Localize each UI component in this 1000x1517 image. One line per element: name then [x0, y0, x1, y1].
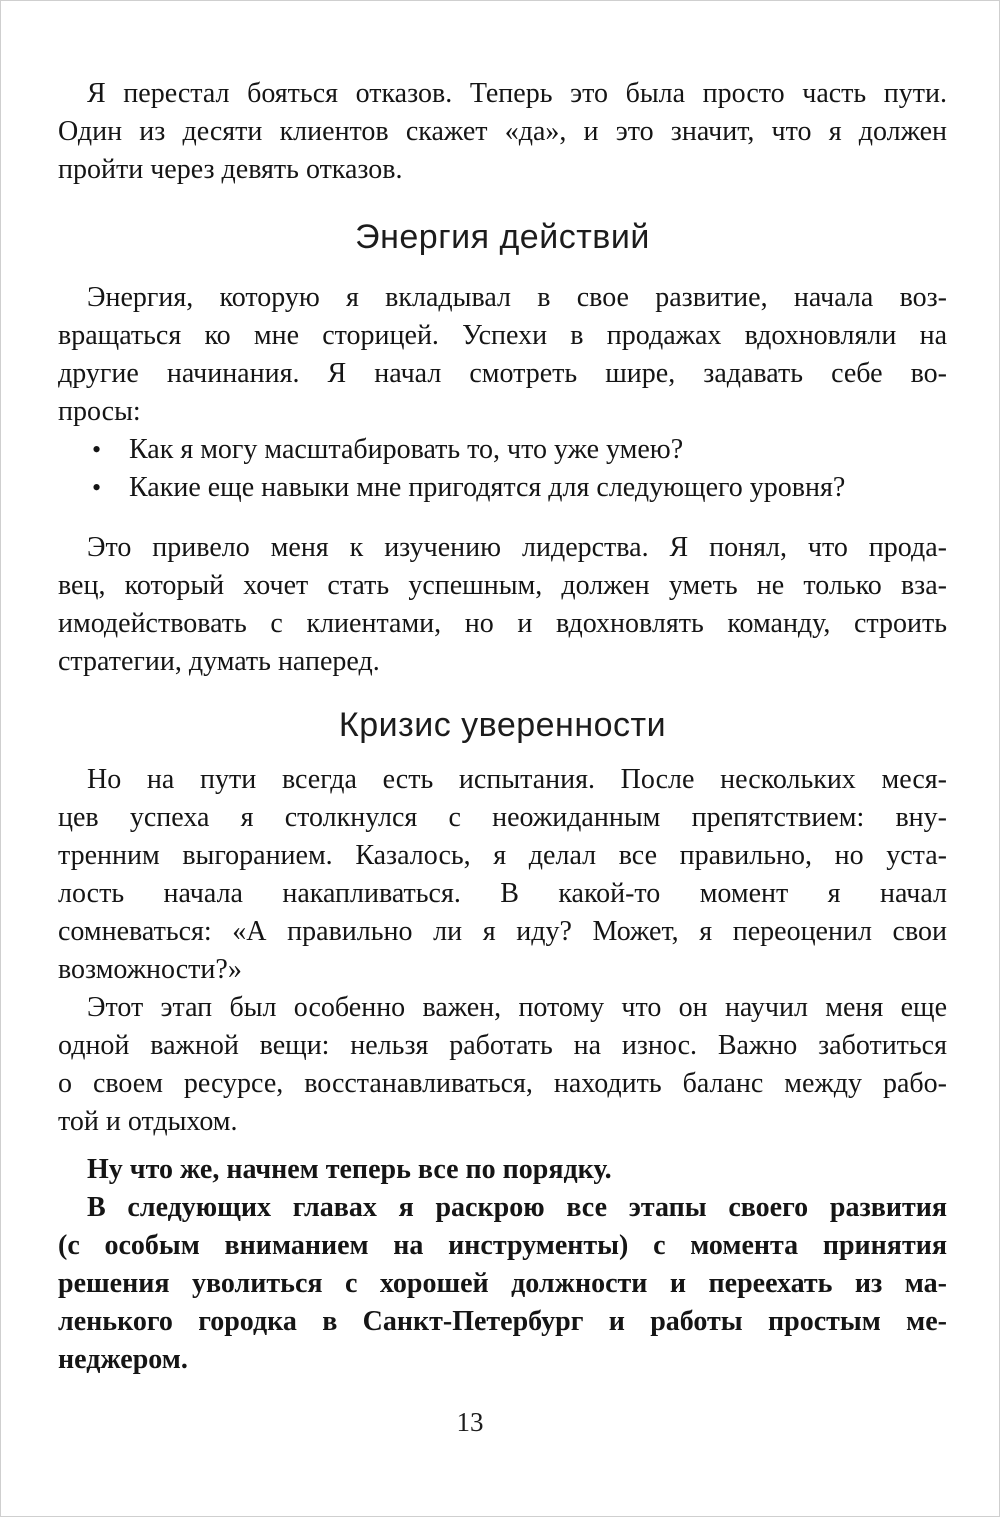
text-line: пройти через девять отказов. — [58, 154, 403, 185]
text-line: (с особым вниманием на инструменты) с момента принятия — [58, 1230, 947, 1261]
text-line: тренним выгоранием. Казалось, я делал все правильно, но уста- — [58, 840, 947, 871]
text-line: просы: — [58, 396, 141, 427]
text-line: лость начала накапливаться. В какой-то момент я начал — [58, 878, 947, 909]
text-line: Но на пути всегда есть испытания. После нескольких меся- — [87, 764, 947, 795]
section-heading: Кризис уверенности — [338, 706, 667, 744]
text-line: вец, который хочет стать успешным, должен уметь не только вза- — [58, 570, 947, 601]
text-line: неджером. — [58, 1344, 188, 1375]
paragraph — [58, 279, 947, 431]
text-line: сомневаться: «А правильно ли я иду? Может, я переоценил свои — [58, 916, 947, 947]
bullet-list — [58, 431, 947, 507]
list-item-text: Как я могу масштабировать то, что уже умею? — [129, 434, 684, 465]
text-line: решения уволиться с хорошей должности и переехать из ма- — [58, 1268, 947, 1299]
paragraph — [58, 989, 947, 1141]
section-heading: Энергия действий — [355, 218, 650, 256]
list-item — [58, 469, 947, 507]
text-line: Я перестал бояться отказов. Теперь это была просто часть пути. — [87, 78, 947, 109]
paragraph-bold — [58, 1151, 947, 1189]
text-line: другие начинания. Я начал смотреть шире, задавать себе во- — [58, 358, 947, 389]
paragraph-bold — [58, 1189, 947, 1379]
text-line: вращаться ко мне сторицей. Успехи в продажах вдохновляли на — [58, 320, 947, 351]
list-item — [58, 431, 947, 469]
bullet-icon: • — [92, 435, 102, 464]
paragraph — [58, 529, 947, 681]
text-line: стратегии, думать наперед. — [58, 646, 380, 677]
text-line: Энергия, которую я вкладывал в свое развитие, начала воз- — [87, 282, 947, 313]
text-line: цев успеха я столкнулся с неожиданным препятствием: вну- — [58, 802, 947, 833]
text-line: В следующих главах я раскрою все этапы своего развития — [87, 1192, 947, 1223]
text-line: возможности?» — [58, 954, 242, 985]
text-line: одной важной вещи: нельзя работать на износ. Важно заботиться — [58, 1030, 947, 1061]
text-line: Это привело меня к изучению лидерства. Я понял, что прода- — [87, 532, 947, 563]
text-line: Один из десяти клиентов скажет «да», и это значит, что я должен — [58, 116, 947, 147]
text-line: Этот этап был особенно важен, потому что он научил меня еще — [87, 992, 947, 1023]
text-line: Ну что же, начнем теперь все по порядку. — [87, 1154, 612, 1185]
paragraph — [58, 75, 947, 189]
text-line: имодействовать с клиентами, но и вдохновлять команду, строить — [58, 608, 947, 639]
text-line: о своем ресурсе, восстанавливаться, находить баланс между рабо- — [58, 1068, 947, 1099]
page-number: 13 — [456, 1407, 484, 1437]
text-line: ленького городка в Санкт-Петербург и работы простым ме- — [58, 1306, 947, 1337]
text-line: той и отдыхом. — [58, 1106, 238, 1137]
page-text-block — [58, 75, 947, 1379]
list-item-text: Какие еще навыки мне пригодятся для следующего уровня? — [129, 472, 846, 503]
bullet-icon: • — [92, 473, 102, 502]
paragraph — [58, 761, 947, 989]
